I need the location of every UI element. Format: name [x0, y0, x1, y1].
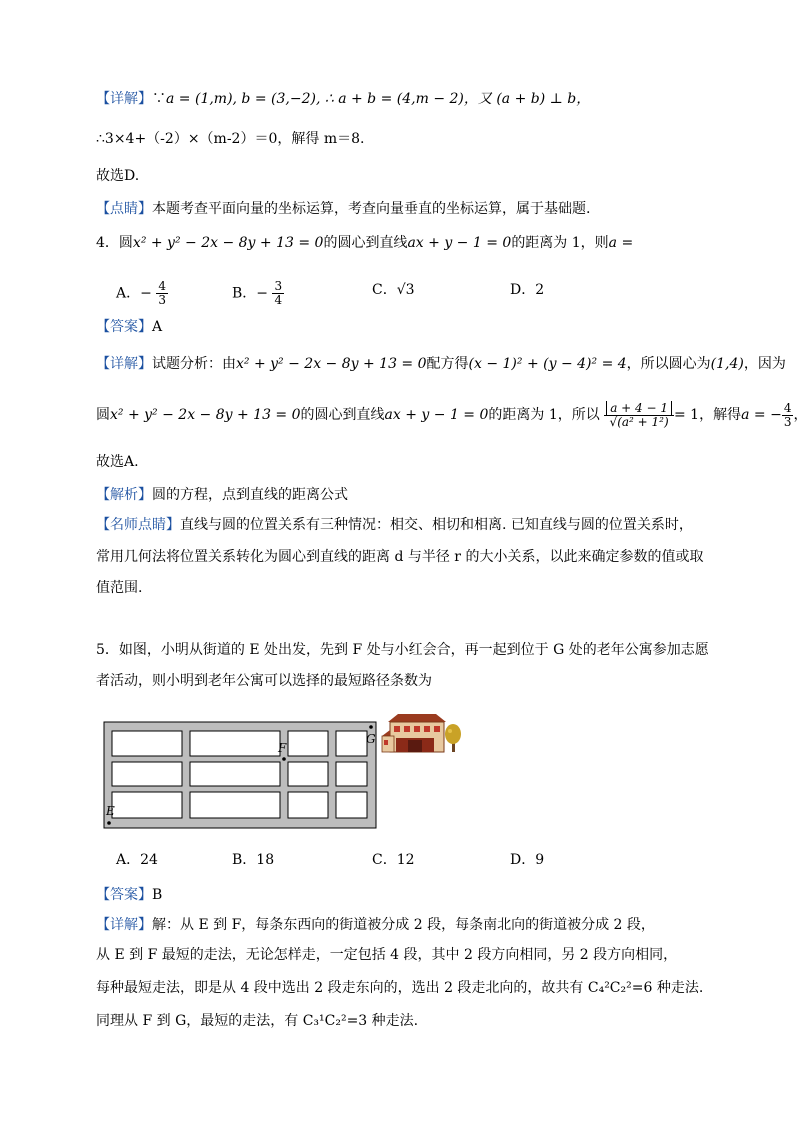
q4-stem-c: 的距离为 1，则 [511, 235, 609, 251]
q4-stem-d: a = [608, 235, 634, 251]
q5-option-a-letter: A． [116, 852, 141, 868]
remark-tag: 【点睛】 [96, 201, 152, 217]
point-g [369, 725, 373, 729]
q4-detail-2c: 的距离为 1，所以 [488, 407, 600, 423]
q4-detail-2d: = 1，解得 [674, 407, 742, 423]
q5-option-b [232, 850, 274, 870]
q4-option-b [232, 280, 284, 307]
q5-option-a-value: 24 [140, 852, 158, 868]
q4-option-b-letter: B． [232, 285, 257, 302]
block [288, 731, 328, 756]
point-e [107, 821, 111, 825]
block [336, 762, 367, 786]
q4-option-d [510, 280, 544, 300]
q4-result-den: 3 [783, 414, 792, 429]
q4-option-a-den: 3 [158, 293, 166, 307]
q4-choose: 故选A. [96, 454, 139, 470]
q4-answer-line [96, 317, 162, 337]
q4-detail-1eq: (x − 1)² + (y − 4)² = 4 [468, 356, 627, 372]
q4-option-c-value: √3 [396, 282, 415, 298]
q5-option-c-value: 12 [396, 852, 415, 868]
prev-remark-line [96, 199, 590, 219]
q4-detail-1c: ，所以圆心为 [626, 356, 711, 372]
q4-teacher-line-1 [96, 515, 693, 535]
analysis-tag: 【解析】 [96, 487, 152, 503]
block [336, 731, 367, 756]
block [190, 731, 280, 756]
q4-option-d-letter: D． [510, 282, 536, 298]
q4-option-a [116, 280, 168, 307]
q4-detail-2b: 的圆心到直线 [300, 407, 385, 423]
tree-icon [445, 724, 461, 752]
label-e: E [106, 804, 115, 818]
block [190, 792, 280, 818]
q4-detail-2f: ， [793, 407, 807, 423]
q5-option-b-letter: B． [232, 852, 257, 868]
prev-detail-a: ∵ [152, 91, 166, 107]
q4-option-b-num: 3 [274, 279, 283, 293]
answer-tag: 【答案】 [96, 319, 152, 335]
q4-analysis-line [96, 485, 348, 505]
q4-distance-fraction [604, 402, 674, 429]
q5-option-c [372, 850, 415, 870]
block [190, 762, 280, 786]
q4-result-num: 4 [783, 400, 792, 415]
q4-teacher-1: 直线与圆的位置关系有三种情况：相交、相切和相离. 已知直线与圆的位置关系时， [180, 517, 693, 533]
q4-analysis-text: 圆的方程，点到直线的距离公式 [152, 487, 348, 503]
q5-option-a [116, 850, 158, 870]
q4-teacher-line-3: 值范围. [96, 580, 143, 596]
q5-option-b-value: 18 [256, 852, 275, 868]
block [112, 762, 182, 786]
q4-detail-2a: 圆 [96, 407, 110, 423]
label-f: F [278, 741, 287, 755]
q4-stem-b: 的圆心到直线 [323, 235, 408, 251]
q4-option-d-value: 2 [535, 282, 545, 298]
q4-distance-num [604, 402, 674, 416]
label-g: G [366, 732, 376, 746]
q5-stem-2: 者活动，则小明到老年公寓可以选择的最短路径条数为 [96, 673, 432, 689]
q5-detail-line-3: 每种最短走法，即是从 4 段中选出 2 段走东向的，选出 2 段走北向的，故共有 C₄²C₂²=6 种走法. [96, 980, 704, 996]
block [336, 792, 367, 818]
street-map-figure [100, 706, 470, 834]
q4-detail-2-line: ax + y − 1 = 0 [384, 407, 489, 423]
q5-option-c-letter: C． [372, 852, 397, 868]
teacher-tag: 【名师点睛】 [96, 517, 180, 533]
q5-answer: B [152, 887, 163, 903]
q4-detail-eq: x² + y² − 2x − 8y + 13 = 0 [236, 356, 427, 372]
detail-tag: 【详解】 [96, 917, 152, 933]
block [288, 762, 328, 786]
q4-option-b-sign: − [256, 285, 269, 302]
q5-option-d-letter: D． [510, 852, 536, 868]
apartment-building-icon [382, 714, 446, 752]
q4-detail-2e: a = − [741, 407, 782, 423]
q4-detail-1e: ，因为 [743, 356, 786, 372]
q4-option-a-fraction [156, 280, 168, 307]
q4-detail-2-eq: x² + y² − 2x − 8y + 13 = 0 [110, 407, 301, 423]
q4-detail-1b: 配方得 [426, 356, 469, 372]
q4-answer: A [152, 319, 163, 335]
q4-stem-line: ax + y − 1 = 0 [407, 235, 512, 251]
prev-remark-text: 本题考查平面向量的坐标运算，考查向量垂直的坐标运算，属于基础题. [152, 201, 591, 217]
q4-detail-line-1 [96, 354, 786, 374]
q5-option-d-value: 9 [535, 852, 545, 868]
block [288, 792, 328, 818]
answer-tag: 【答案】 [96, 887, 152, 903]
q5-detail-1: 解：从 E 到 F，每条东西向的街道被分成 2 段，每条南北向的街道被分成 2 段， [152, 917, 655, 933]
prev-detail-vector: a = (1,m), b = (3,−2), ∴ a + b = (4,m − 2)，又 (a + b) ⊥ b， [166, 91, 591, 107]
block [112, 792, 182, 818]
q4-stem [96, 233, 633, 253]
q5-stem-1: 5．如图，小明从街道的 E 处出发，先到 F 处与小红会合，再一起到位于 G 处的老年公寓参加志愿 [96, 642, 709, 658]
q4-distance-num-abs: a + 4 − 1 [606, 401, 672, 415]
block [112, 731, 182, 756]
q5-detail-line-1 [96, 915, 655, 935]
q4-result-fraction [782, 402, 794, 429]
q4-detail-1a: 试题分析：由 [152, 356, 236, 372]
q4-stem-equation: x² + y² − 2x − 8y + 13 = 0 [132, 235, 324, 251]
q4-option-a-sign: − [140, 285, 152, 302]
prev-detail-line [96, 89, 590, 109]
q4-distance-den: √(a² + 1²) [609, 414, 669, 429]
q4-option-c [372, 280, 415, 300]
q4-option-b-den: 4 [274, 293, 283, 307]
q4-option-c-letter: C． [372, 282, 397, 298]
q5-answer-line [96, 885, 162, 905]
q4-option-a-letter: A． [116, 285, 141, 302]
point-f [282, 757, 286, 761]
q4-teacher-line-2: 常用几何法将位置关系转化为圆心到直线的距离 d 与半径 r 的大小关系，以此来确定参数的值或取 [96, 549, 704, 565]
detail-tag: 【详解】 [96, 91, 152, 107]
q4-option-a-num: 4 [158, 279, 166, 293]
q4-detail-line-2 [96, 398, 807, 432]
q5-option-d [510, 850, 544, 870]
prev-line-2: ∴3×4+（-2）×（m-2）＝0，解得 m＝8. [96, 131, 365, 147]
q5-detail-line-4: 同理从 F 到 G，最短的走法，有 C₃¹C₂²=3 种走法. [96, 1013, 419, 1029]
q4-stem-a: 4．圆 [96, 235, 133, 251]
prev-line-3: 故选D. [96, 168, 140, 184]
q4-option-b-fraction [272, 280, 284, 307]
q5-detail-line-2: 从 E 到 F 最短的走法，无论怎样走，一定包括 4 段，其中 2 段方向相同，另 2 段方向相同， [96, 947, 678, 963]
q4-detail-1d: (1,4) [710, 356, 744, 372]
detail-tag: 【详解】 [96, 356, 152, 372]
